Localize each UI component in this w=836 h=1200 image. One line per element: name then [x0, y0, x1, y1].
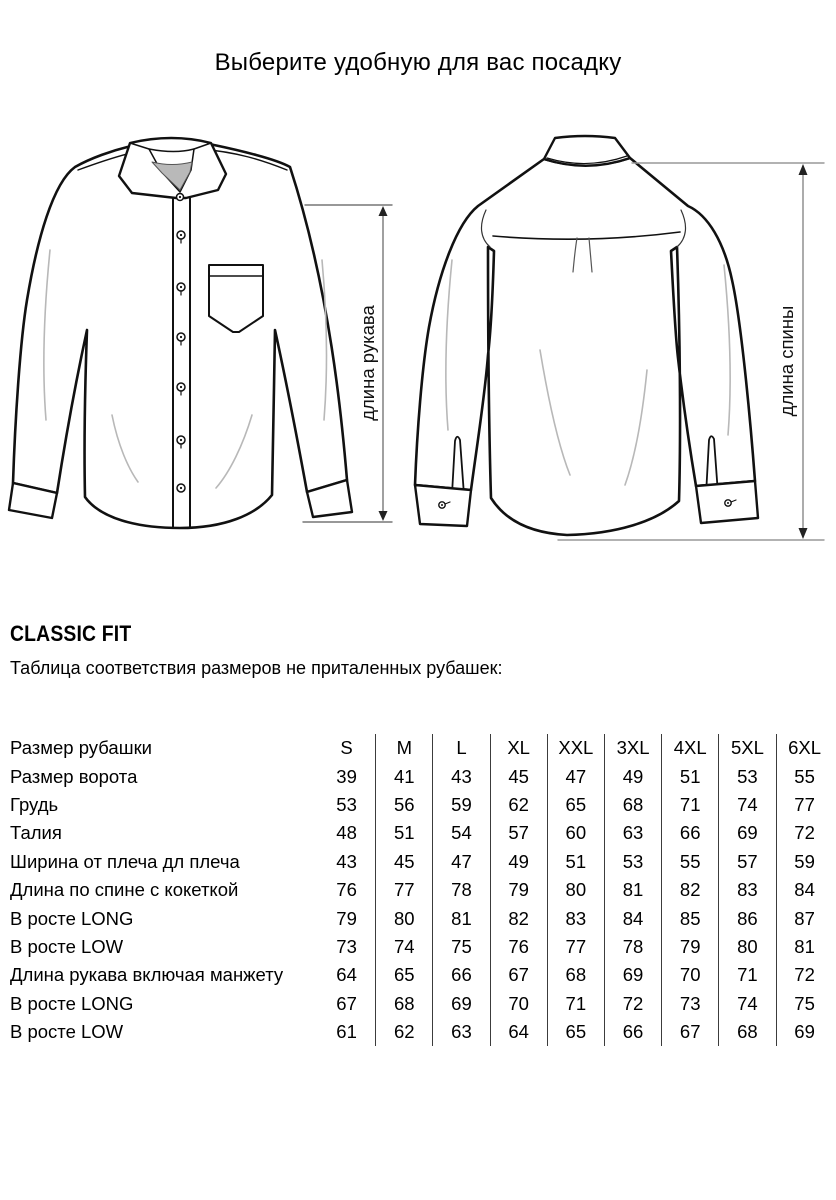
size-value: 68: [718, 1018, 775, 1046]
sleeve-length-label: длина рукава: [357, 305, 378, 421]
size-value: 72: [776, 819, 833, 847]
size-value: 67: [490, 961, 547, 989]
size-value: 66: [604, 1018, 661, 1046]
size-value: 68: [604, 791, 661, 819]
size-table: [10, 734, 833, 1046]
size-value: 73: [661, 990, 718, 1018]
size-value: 68: [547, 961, 604, 989]
size-value: 64: [336, 964, 357, 986]
size-value: 51: [661, 762, 718, 790]
row-label: Длина рукава включая манжету: [10, 964, 284, 986]
size-value: 53: [718, 762, 775, 790]
size-value: 43: [336, 850, 357, 872]
size-value: 68: [375, 990, 432, 1018]
size-value: 78: [432, 876, 489, 904]
row-label: Размер ворота: [10, 765, 138, 787]
size-value: 76: [490, 933, 547, 961]
size-value: 66: [432, 961, 489, 989]
row-label: Длина по спине с кокеткой: [10, 879, 239, 901]
size-value: 57: [718, 848, 775, 876]
size-value: 74: [375, 933, 432, 961]
size-value: 79: [336, 907, 357, 929]
size-value: 79: [490, 876, 547, 904]
size-value: 79: [661, 933, 718, 961]
size-value: 54: [432, 819, 489, 847]
size-value: 69: [432, 990, 489, 1018]
size-value: 47: [432, 848, 489, 876]
size-value: 82: [661, 876, 718, 904]
size-value: 59: [432, 791, 489, 819]
size-value: 62: [490, 791, 547, 819]
size-value: 45: [490, 762, 547, 790]
size-value: 80: [547, 876, 604, 904]
size-value: 69: [604, 961, 661, 989]
size-value: 74: [718, 791, 775, 819]
size-column-header: M: [375, 734, 432, 762]
size-column-header: 6XL: [776, 734, 833, 762]
size-value: 80: [718, 933, 775, 961]
size-value: 62: [375, 1018, 432, 1046]
size-value: 72: [604, 990, 661, 1018]
size-value: 56: [375, 791, 432, 819]
size-value: 87: [776, 904, 833, 932]
size-column-header: XXL: [547, 734, 604, 762]
shirt-back-drawing: [400, 120, 836, 590]
size-value: 53: [336, 793, 357, 815]
fit-heading: CLASSIC FIT: [10, 621, 132, 646]
row-label: В росте LONG: [10, 992, 134, 1014]
size-value: 81: [604, 876, 661, 904]
size-value: 70: [490, 990, 547, 1018]
size-value: 84: [604, 904, 661, 932]
row-label: В росте LOW: [10, 935, 124, 957]
size-value: 85: [661, 904, 718, 932]
size-column-header: S: [340, 737, 353, 759]
fit-subtitle: Таблица соответствия размеров не приталенных рубашек:: [10, 658, 503, 678]
size-table-header-label: Размер рубашки: [10, 737, 152, 759]
size-value: 51: [375, 819, 432, 847]
size-value: 78: [604, 933, 661, 961]
size-value: 81: [776, 933, 833, 961]
size-value: 81: [432, 904, 489, 932]
size-column-header: 5XL: [718, 734, 775, 762]
size-value: 49: [604, 762, 661, 790]
size-value: 39: [336, 765, 357, 787]
size-value: 69: [718, 819, 775, 847]
size-value: 67: [336, 992, 357, 1014]
size-value: 61: [336, 1021, 357, 1043]
size-value: 65: [547, 791, 604, 819]
size-value: 64: [490, 1018, 547, 1046]
size-value: 83: [547, 904, 604, 932]
size-column-header: XL: [490, 734, 547, 762]
size-column-header: 3XL: [604, 734, 661, 762]
row-label: Грудь: [10, 793, 59, 815]
size-value: 45: [375, 848, 432, 876]
size-value: 51: [547, 848, 604, 876]
size-value: 82: [490, 904, 547, 932]
size-column-header: 4XL: [661, 734, 718, 762]
size-value: 59: [776, 848, 833, 876]
size-value: 63: [604, 819, 661, 847]
row-label: В росте LONG: [10, 907, 134, 929]
back-length-label: длина спины: [776, 305, 797, 417]
size-value: 71: [661, 791, 718, 819]
size-value: 43: [432, 762, 489, 790]
size-value: 86: [718, 904, 775, 932]
size-value: 57: [490, 819, 547, 847]
size-value: 53: [604, 848, 661, 876]
page-title: Выберите удобную для вас посадку: [214, 49, 622, 76]
size-value: 77: [776, 791, 833, 819]
size-value: 66: [661, 819, 718, 847]
size-value: 77: [547, 933, 604, 961]
size-value: 47: [547, 762, 604, 790]
size-value: 60: [547, 819, 604, 847]
size-value: 69: [776, 1018, 833, 1046]
size-value: 75: [432, 933, 489, 961]
size-value: 76: [336, 879, 357, 901]
row-label: В росте LOW: [10, 1021, 124, 1043]
size-value: 49: [490, 848, 547, 876]
size-value: 55: [776, 762, 833, 790]
size-value: 83: [718, 876, 775, 904]
size-value: 70: [661, 961, 718, 989]
size-value: 63: [432, 1018, 489, 1046]
row-label: Талия: [10, 822, 62, 844]
row-label: Ширина от плеча дл плеча: [10, 850, 240, 872]
size-value: 71: [718, 961, 775, 989]
size-value: 55: [661, 848, 718, 876]
size-value: 48: [336, 822, 357, 844]
size-value: 67: [661, 1018, 718, 1046]
size-column-header: L: [432, 734, 489, 762]
size-value: 84: [776, 876, 833, 904]
size-value: 71: [547, 990, 604, 1018]
size-value: 41: [375, 762, 432, 790]
size-value: 73: [336, 935, 357, 957]
size-value: 74: [718, 990, 775, 1018]
size-value: 65: [547, 1018, 604, 1046]
size-value: 72: [776, 961, 833, 989]
size-value: 75: [776, 990, 833, 1018]
size-value: 77: [375, 876, 432, 904]
size-value: 65: [375, 961, 432, 989]
size-value: 80: [375, 904, 432, 932]
